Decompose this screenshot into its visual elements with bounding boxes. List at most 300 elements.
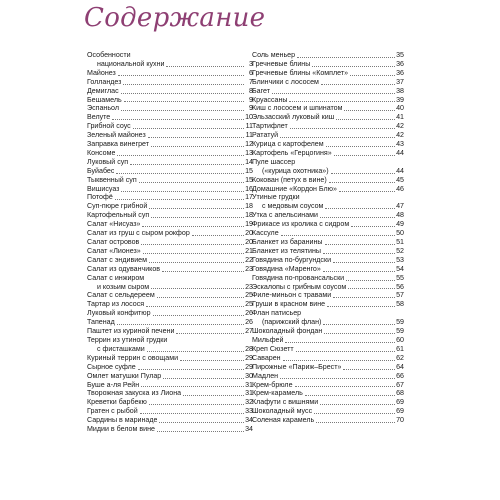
- toc-entry-page: 70: [396, 416, 404, 425]
- dot-leader: [333, 262, 395, 263]
- toc-entry-title: Гречневые блины: [252, 59, 311, 68]
- dot-leader: [296, 351, 395, 352]
- toc-entry-page: 44: [396, 166, 404, 175]
- toc-entry-page: 23: [245, 264, 253, 273]
- dot-leader: [327, 306, 395, 307]
- toc-entry-title: Заправка винегрет: [87, 140, 149, 149]
- toc-entry-page: 11: [245, 131, 253, 140]
- toc-entry-title: Салат из груш с сыром рокфор: [87, 229, 190, 238]
- toc-entry-page: 67: [396, 380, 404, 389]
- toc-entry-page: 28: [245, 344, 253, 353]
- toc-entry[interactable]: [252, 354, 404, 363]
- toc-entry-title: Тартифлет: [252, 122, 288, 131]
- toc-entry-title: с медовым соусом: [262, 202, 324, 211]
- toc-entry-page: 41: [396, 113, 404, 122]
- toc-entry-page: 69: [396, 398, 404, 407]
- dot-leader: [320, 217, 395, 218]
- toc-entry-title: Картофель «Герцогиня»: [252, 148, 332, 157]
- toc-entry[interactable]: [252, 318, 404, 327]
- toc-entry[interactable]: [252, 363, 404, 372]
- toc-entry-page: 18: [245, 202, 253, 211]
- toc-entry[interactable]: [87, 389, 253, 398]
- dot-leader: [151, 217, 244, 218]
- toc-left-column: [87, 51, 253, 434]
- toc-entry-page: 44: [396, 148, 404, 157]
- dot-leader: [115, 199, 244, 200]
- toc-entry-page: 9: [249, 104, 253, 113]
- toc-entry-title: с фисташками: [97, 344, 145, 353]
- toc-entry[interactable]: [87, 51, 253, 60]
- toc-entry-page: 55: [396, 273, 404, 282]
- dot-leader: [141, 386, 244, 387]
- dot-leader: [141, 244, 244, 245]
- toc-entry[interactable]: [252, 416, 404, 425]
- dot-leader: [314, 413, 395, 414]
- toc-entry-title: Соль меньер: [252, 50, 296, 59]
- toc-entry-title: Буше а-ля Рейн: [87, 380, 140, 389]
- toc-entry[interactable]: [252, 309, 404, 318]
- toc-entry-title: Круассаны: [252, 95, 288, 104]
- toc-entry-title: Особенности: [87, 50, 131, 59]
- dot-leader: [280, 378, 395, 379]
- dot-leader: [344, 110, 395, 111]
- dot-leader: [149, 404, 244, 405]
- dot-leader: [147, 351, 244, 352]
- toc-entry-title: Грибной соус: [87, 122, 131, 131]
- dot-leader: [281, 235, 395, 236]
- toc-entry[interactable]: [87, 113, 253, 122]
- dot-leader: [348, 288, 395, 289]
- toc-entry-title: Салат с эндивием: [87, 255, 148, 264]
- toc-entry-title: Суп-пюре грибной: [87, 202, 148, 211]
- toc-entry-page: 26: [245, 318, 253, 327]
- dot-leader: [153, 315, 244, 316]
- toc-entry-title: Потофё: [87, 193, 113, 202]
- toc-entry-page: 10: [245, 113, 253, 122]
- toc-entry[interactable]: [252, 202, 404, 211]
- toc-entry-page: 6: [249, 68, 253, 77]
- toc-entry-title: национальной кухни: [97, 59, 165, 68]
- dot-leader: [180, 360, 244, 361]
- toc-entry-title: Консоме: [87, 148, 116, 157]
- toc-entry-title: Клафути с вишнями: [252, 398, 319, 407]
- dot-leader: [192, 235, 244, 236]
- toc-entry-title: Творожная закуска из Лиона: [87, 389, 182, 398]
- toc-entry-page: 20: [245, 238, 253, 247]
- toc-entry-title: Кокован (петух в вине): [252, 175, 327, 184]
- toc-entry-title: Говядина «Маренго»: [252, 264, 321, 273]
- dot-leader: [151, 146, 244, 147]
- toc-entry-title: Омлет матушки Пулар: [87, 371, 162, 380]
- toc-entry[interactable]: [252, 220, 404, 229]
- dot-leader: [325, 244, 395, 245]
- toc-entry[interactable]: [87, 104, 253, 113]
- toc-entry-title: Салат с сельдереем: [87, 291, 155, 300]
- toc-entry-title: Салат с инжиром: [87, 273, 145, 282]
- dot-leader: [162, 271, 244, 272]
- toc-entry-title: Рататуй: [252, 131, 279, 140]
- toc-entry-title: Луковый конфитюр: [87, 309, 151, 318]
- toc-entry-page: 42: [396, 122, 404, 131]
- toc-entry-page: 3: [249, 59, 253, 68]
- toc-entry-page: 36: [396, 68, 404, 77]
- toc-entry[interactable]: [252, 372, 404, 381]
- toc-entry[interactable]: [252, 283, 404, 292]
- dot-leader: [346, 280, 395, 281]
- dot-leader: [166, 66, 244, 67]
- dot-leader: [130, 164, 244, 165]
- toc-entry[interactable]: [252, 158, 404, 167]
- dot-leader: [305, 395, 395, 396]
- toc-entry-page: 25: [245, 300, 253, 309]
- toc-entry[interactable]: [87, 416, 253, 425]
- toc-entry[interactable]: [87, 265, 253, 274]
- toc-entry-page: 29: [245, 362, 253, 371]
- toc-entry-page: 40: [396, 104, 404, 113]
- toc-entry-page: 50: [396, 229, 404, 238]
- dot-leader: [148, 137, 244, 138]
- toc-entry-title: Куриный террин с овощами: [87, 353, 179, 362]
- toc-entry-title: Багет: [252, 86, 270, 95]
- toc-entry[interactable]: [252, 69, 404, 78]
- toc-entry[interactable]: [252, 327, 404, 336]
- dot-leader: [118, 75, 244, 76]
- toc-entry[interactable]: [87, 274, 253, 283]
- toc-entry-title: Сардины в маринаде: [87, 416, 158, 425]
- dot-leader: [149, 208, 244, 209]
- dot-leader: [140, 413, 244, 414]
- toc-entry-title: Соленая карамель: [252, 416, 315, 425]
- toc-entry-page: 21: [245, 246, 253, 255]
- dot-leader: [285, 342, 395, 343]
- toc-entry[interactable]: [252, 381, 404, 390]
- toc-entry-title: Тартар из лосося: [87, 300, 145, 309]
- toc-entry[interactable]: [252, 185, 404, 194]
- toc-entry-page: 51: [396, 238, 404, 247]
- toc-entry-page: 7: [249, 77, 253, 86]
- toc-entry[interactable]: [87, 194, 253, 203]
- toc-entry[interactable]: [87, 283, 253, 292]
- toc-entry[interactable]: [87, 229, 253, 238]
- toc-entry[interactable]: [252, 194, 404, 203]
- toc-entry-title: Гратен с рыбой: [87, 407, 138, 416]
- toc-entry-page: 15: [245, 175, 253, 184]
- dot-leader: [176, 333, 244, 334]
- toc-entry-page: 69: [396, 407, 404, 416]
- toc-entry[interactable]: [87, 354, 253, 363]
- toc-entry-page: 35: [396, 50, 404, 59]
- dot-leader: [333, 297, 395, 298]
- dot-leader: [157, 297, 244, 298]
- toc-entry[interactable]: [87, 336, 253, 345]
- dot-leader: [295, 386, 395, 387]
- dot-leader: [316, 422, 395, 423]
- toc-entry[interactable]: [252, 149, 404, 158]
- toc-right-column: [252, 51, 404, 425]
- page-title: Содержание: [84, 3, 266, 33]
- dot-leader: [121, 110, 244, 111]
- toc-entry[interactable]: [252, 229, 404, 238]
- dot-leader: [324, 333, 395, 334]
- toc-entry-title: Сырное суфле: [87, 362, 136, 371]
- toc-entry[interactable]: [252, 407, 404, 416]
- toc-entry[interactable]: [87, 176, 253, 185]
- dot-leader: [121, 93, 244, 94]
- toc-entry[interactable]: [87, 122, 253, 131]
- toc-entry-page: 14: [245, 157, 253, 166]
- toc-entry-title: Говядина по-провансальски: [252, 273, 345, 282]
- toc-entry-page: 42: [396, 131, 404, 140]
- dot-leader: [133, 128, 244, 129]
- toc-entry-title: Фрикасе из кролика с сидром: [252, 220, 350, 229]
- toc-entry-page: 17: [245, 193, 253, 202]
- dot-leader: [272, 93, 395, 94]
- toc-entry[interactable]: [252, 256, 404, 265]
- toc-entry-title: Пуле шассер: [252, 157, 296, 166]
- toc-entry[interactable]: [252, 113, 404, 122]
- toc-entry-title: Флан патисьер: [252, 309, 302, 318]
- toc-entry-page: 68: [396, 389, 404, 398]
- toc-entry[interactable]: [87, 96, 253, 105]
- toc-entry-title: Террин из утиной грудки: [87, 335, 168, 344]
- toc-entry[interactable]: [87, 131, 253, 140]
- toc-entry-page: 57: [396, 291, 404, 300]
- dot-leader: [123, 84, 244, 85]
- toc-entry-page: 18: [245, 211, 253, 220]
- toc-entry-title: Эльзасский луковый киш: [252, 113, 335, 122]
- dot-leader: [290, 128, 395, 129]
- dot-leader: [320, 404, 395, 405]
- toc-entry-title: Груши в красном вине: [252, 300, 326, 309]
- toc-entry[interactable]: [87, 238, 253, 247]
- toc-entry-page: 47: [396, 202, 404, 211]
- toc-entry[interactable]: [252, 176, 404, 185]
- toc-entry-page: 62: [396, 353, 404, 362]
- toc-entry-page: 59: [396, 318, 404, 327]
- dot-leader: [323, 271, 395, 272]
- toc-entry-title: Креп Сюзетт: [252, 344, 294, 353]
- dot-leader: [325, 208, 395, 209]
- toc-entry[interactable]: [87, 398, 253, 407]
- toc-entry-page: 39: [396, 95, 404, 104]
- toc-entry[interactable]: [87, 202, 253, 211]
- toc-entry-page: 13: [245, 148, 253, 157]
- toc-entry-page: 53: [396, 255, 404, 264]
- toc-entry[interactable]: [252, 291, 404, 300]
- dot-leader: [149, 262, 244, 263]
- toc-entry-title: Пирожные «Париж–Брест»: [252, 362, 342, 371]
- toc-entry[interactable]: [252, 131, 404, 140]
- toc-entry-title: Тапенад: [87, 318, 115, 327]
- toc-entry-title: (парижский флан): [262, 318, 322, 327]
- toc-entry-title: Гречневые блины «Комплет»: [252, 68, 349, 77]
- toc-entry-title: Майонез: [87, 68, 116, 77]
- toc-entry[interactable]: [87, 407, 253, 416]
- toc-entry[interactable]: [87, 78, 253, 87]
- toc-entry-title: Эспаньол: [87, 104, 119, 113]
- toc-entry-page: 37: [396, 77, 404, 86]
- toc-entry-title: Блинчики с лососем: [252, 77, 319, 86]
- toc-entry-page: 26: [245, 309, 253, 318]
- toc-entry-page: 27: [245, 327, 253, 336]
- toc-entry-page: 46: [396, 184, 404, 193]
- toc-entry-title: Курица с картофелем: [252, 140, 324, 149]
- toc-entry[interactable]: [87, 318, 253, 327]
- dot-leader: [116, 173, 244, 174]
- toc-entry[interactable]: [87, 425, 253, 434]
- toc-entry[interactable]: [252, 140, 404, 149]
- dot-leader: [336, 119, 395, 120]
- toc-entry-page: 60: [396, 335, 404, 344]
- toc-entry-title: Кассуле: [252, 229, 279, 238]
- toc-entry[interactable]: [87, 60, 253, 69]
- toc-entry[interactable]: [87, 149, 253, 158]
- toc-entry-page: 34: [245, 425, 253, 434]
- toc-entry[interactable]: [252, 389, 404, 398]
- toc-entry-page: 32: [245, 398, 253, 407]
- toc-entry-page: 61: [396, 344, 404, 353]
- dot-leader: [117, 324, 244, 325]
- toc-entry-page: 43: [396, 140, 404, 149]
- dot-leader: [323, 324, 395, 325]
- dot-leader: [339, 191, 395, 192]
- toc-entry[interactable]: [252, 300, 404, 309]
- toc-entry-title: Крем-карамель: [252, 389, 303, 398]
- toc-entry-page: 48: [396, 211, 404, 220]
- toc-entry-title: Шоколадный мусс: [252, 407, 313, 416]
- toc-entry[interactable]: [252, 78, 404, 87]
- dot-leader: [112, 119, 244, 120]
- toc-entry-title: Картофельный суп: [87, 211, 150, 220]
- toc-entry-title: Бланкет из телятины: [252, 246, 321, 255]
- toc-entry-page: 52: [396, 246, 404, 255]
- toc-entry-page: 33: [245, 407, 253, 416]
- toc-entry[interactable]: [252, 265, 404, 274]
- dot-leader: [321, 84, 395, 85]
- toc-entry[interactable]: [87, 185, 253, 194]
- toc-entry[interactable]: [87, 345, 253, 354]
- dot-leader: [297, 57, 395, 58]
- toc-entry-title: Салат «Лионез»: [87, 246, 141, 255]
- toc-entry[interactable]: [252, 238, 404, 247]
- toc-entry[interactable]: [252, 87, 404, 96]
- toc-entry-page: 45: [396, 175, 404, 184]
- toc-entry[interactable]: [87, 363, 253, 372]
- dot-leader: [289, 101, 395, 102]
- toc-entry-page: 11: [245, 122, 253, 131]
- toc-entry[interactable]: [252, 274, 404, 283]
- toc-entry-page: 36: [396, 59, 404, 68]
- toc-entry-page: 54: [396, 264, 404, 273]
- toc-entry-page: 23: [245, 282, 253, 291]
- dot-leader: [351, 226, 395, 227]
- dot-leader: [142, 226, 244, 227]
- toc-entry-title: Эскалопы с грибным соусом: [252, 282, 347, 291]
- toc-entry-page: 20: [245, 229, 253, 238]
- dot-leader: [183, 395, 244, 396]
- toc-entry-title: Саварен: [252, 353, 281, 362]
- toc-entry-title: Мильфей: [252, 335, 284, 344]
- toc-entry-title: и козьим сыром: [97, 282, 150, 291]
- toc-entry-page: 15: [245, 166, 253, 175]
- toc-entry[interactable]: [87, 309, 253, 318]
- toc-entry[interactable]: [87, 291, 253, 300]
- toc-entry[interactable]: [252, 51, 404, 60]
- toc-entry-title: Мидии в белом вине: [87, 425, 155, 434]
- toc-entry-title: Филе-миньон с травами: [252, 291, 332, 300]
- toc-entry[interactable]: [87, 327, 253, 336]
- toc-entry[interactable]: [87, 381, 253, 390]
- toc-entry-title: Буйабес: [87, 166, 115, 175]
- toc-entry-page: 8: [249, 86, 253, 95]
- toc-entry-title: Говядина по-бургундски: [252, 255, 332, 264]
- toc-entry[interactable]: [252, 398, 404, 407]
- toc-entry[interactable]: [87, 247, 253, 256]
- toc-entry-page: 49: [396, 220, 404, 229]
- toc-entry[interactable]: [252, 345, 404, 354]
- toc-entry-page: 64: [396, 362, 404, 371]
- toc-entry[interactable]: [252, 247, 404, 256]
- toc-entry-title: Велуте: [87, 113, 111, 122]
- dot-leader: [163, 378, 244, 379]
- toc-entry[interactable]: [252, 104, 404, 113]
- toc-entry[interactable]: [87, 167, 253, 176]
- toc-entry-title: Киш с лососем и шпинатом: [252, 104, 343, 113]
- toc-entry-page: 25: [245, 291, 253, 300]
- toc-entry-page: 31: [245, 389, 253, 398]
- toc-entry-page: 34: [245, 416, 253, 425]
- dot-leader: [312, 66, 395, 67]
- toc-entry-page: 19: [245, 220, 253, 229]
- toc-entry[interactable]: [87, 140, 253, 149]
- toc-entry[interactable]: [87, 158, 253, 167]
- toc-entry[interactable]: [252, 122, 404, 131]
- toc-entry-title: («курица охотника»): [262, 166, 329, 175]
- toc-entry-title: Салат островов: [87, 238, 140, 247]
- toc-entry-page: 12: [245, 140, 253, 149]
- toc-entry-title: Бешамель: [87, 95, 122, 104]
- toc-entry-page: 29: [245, 353, 253, 362]
- toc-entry-page: 56: [396, 282, 404, 291]
- toc-entry[interactable]: [252, 167, 404, 176]
- dot-leader: [323, 253, 395, 254]
- toc-entry-page: 31: [245, 380, 253, 389]
- toc-entry-page: 38: [396, 86, 404, 95]
- toc-entry[interactable]: [87, 220, 253, 229]
- dot-leader: [157, 431, 244, 432]
- toc-entry[interactable]: [87, 69, 253, 78]
- toc-entry[interactable]: [87, 300, 253, 309]
- toc-entry[interactable]: [87, 87, 253, 96]
- toc-entry[interactable]: [252, 96, 404, 105]
- toc-entry-page: 9: [249, 95, 253, 104]
- toc-entry[interactable]: [87, 372, 253, 381]
- toc-entry[interactable]: [87, 211, 253, 220]
- dot-leader: [117, 155, 244, 156]
- toc-entry-title: Зеленый майонез: [87, 131, 146, 140]
- dot-leader: [343, 369, 395, 370]
- dot-leader: [124, 101, 244, 102]
- toc-entry[interactable]: [87, 256, 253, 265]
- toc-entry-title: Вишисуаз: [87, 184, 120, 193]
- dot-leader: [334, 155, 395, 156]
- dot-leader: [146, 306, 244, 307]
- toc-entry-title: Домашние «Кордон Блю»: [252, 184, 337, 193]
- toc-entry[interactable]: [252, 60, 404, 69]
- dot-leader: [143, 253, 244, 254]
- toc-entry[interactable]: [252, 336, 404, 345]
- toc-entry[interactable]: [252, 211, 404, 220]
